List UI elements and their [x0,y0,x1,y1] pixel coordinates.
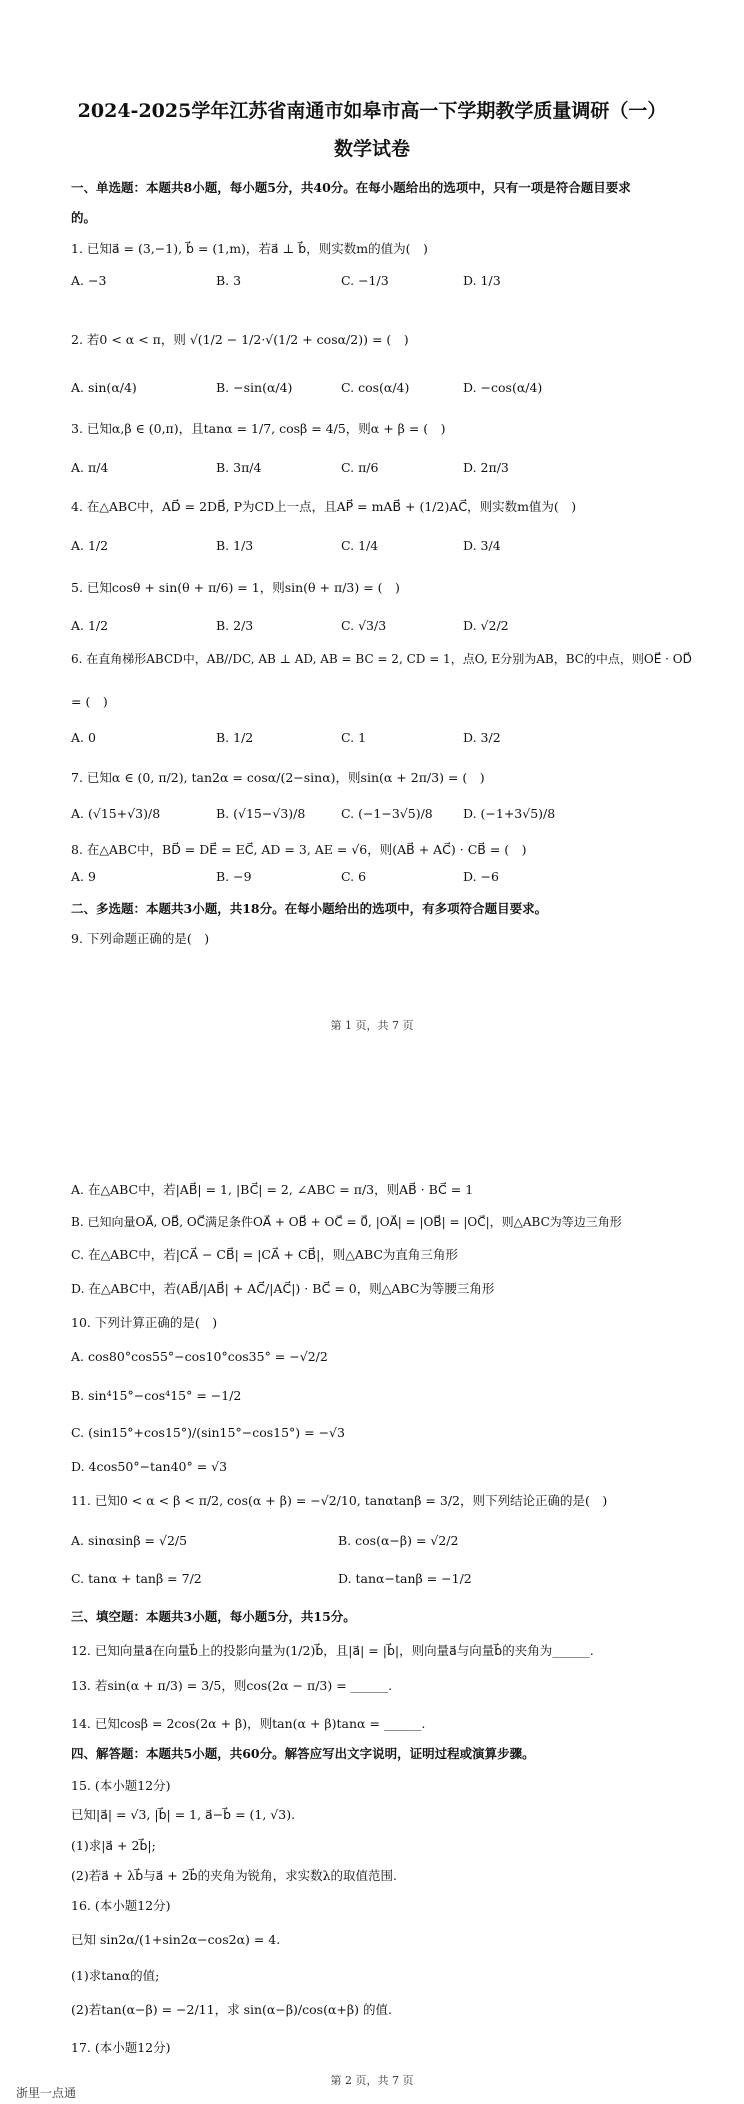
q8-option-d: D. −6 [463,869,499,884]
question-6: 6. 在直角梯形ABCD中，AB//DC, AB ⊥ AD, AB = BC = 2, CD = 1，点O, E分别为AB，BC的中点，则OE⃗ · OD⃗ [71,652,692,666]
question-15-part-1: (1)求|a⃗ + 2b⃗|; [71,1838,156,1853]
q3-option-b: B. 3π/4 [216,460,262,475]
question-4: 4. 在△ABC中，AD⃗ = 2DB⃗, P为CD上一点，且AP⃗ = mAB⃗ + (1/2)AC⃗，则实数m值为( ) [71,499,577,514]
q11-option-c: C. tanα + tanβ = 7/2 [71,1571,202,1586]
question-5: 5. 已知cosθ + sin(θ + π/6) = 1，则sin(θ + π/3) = ( ) [71,580,400,595]
q1-option-a: A. −3 [71,273,107,288]
q8-option-c: C. 6 [341,869,367,884]
q3-option-d: D. 2π/3 [463,460,509,475]
q2-option-c: C. cos(α/4) [341,380,410,395]
question-10: 10. 下列计算正确的是( ) [71,1315,218,1330]
q7-option-c: C. (−1−3√5)/8 [341,806,433,821]
q6-option-d: D. 3/2 [463,730,501,745]
q9-option-c: C. 在△ABC中，若|CA⃗ − CB⃗| = |CA⃗ + CB⃗|，则△ABC为直角三角形 [71,1247,458,1262]
q3-option-c: C. π/6 [341,460,379,475]
question-13: 13. 若sin(α + π/3) = 3/5，则cos(2α − π/3) = ______. [71,1678,393,1693]
q4-option-a: A. 1/2 [71,538,109,553]
section-heading-solutions: 四、解答题：本题共5小题，共60分。解答应写出文字说明，证明过程或演算步骤。 [71,1746,535,1761]
q3-option-a: A. π/4 [71,460,109,475]
question-3: 3. 已知α,β ∈ (0,π)，且tanα = 1/7, cosβ = 4/5，则α + β = ( ) [71,421,446,436]
q7-option-d: D. (−1+3√5)/8 [463,806,556,821]
document-title: 2024-2025学年江苏省南通市如皋市高一下学期教学质量调研（一） [77,100,667,122]
q1-option-c: C. −1/3 [341,273,389,288]
q9-option-a: A. 在△ABC中，若|AB⃗| = 1, |BC⃗| = 2, ∠ABC = π/3，则AB⃗ · BC⃗ = 1 [71,1182,474,1197]
question-7: 7. 已知α ∈ (0, π/2), tan2α = cosα/(2−sinα)，则sin(α + 2π/3) = ( ) [71,770,485,785]
question-15-title: 15. (本小题12分) [71,1778,171,1793]
q11-option-d: D. tanα−tanβ = −1/2 [338,1571,472,1586]
q4-option-b: B. 1/3 [216,538,254,553]
question-9: 9. 下列命题正确的是( ) [71,931,210,946]
watermark-text: 浙里一点通 [16,2086,77,2100]
q11-option-b: B. cos(α−β) = √2/2 [338,1533,459,1548]
question-6-cont: = ( ) [71,694,108,709]
q10-option-a: A. cos80°cos55°−cos10°cos35° = −√2/2 [71,1349,328,1364]
q10-option-d: D. 4cos50°−tan40° = √3 [71,1459,228,1474]
question-12: 12. 已知向量a⃗在向量b⃗上的投影向量为(1/2)b⃗，且|a⃗| = |b⃗|，则向量a⃗与向量b⃗的夹角为______. [71,1643,594,1658]
section-heading-single-choice: 一、单选题：本题共8小题，每小题5分，共40分。在每小题给出的选项中，只有一项是符合题目要求 [71,180,631,195]
question-16-part-2: (2)若tan(α−β) = −2/11，求 sin(α−β)/cos(α+β) 的值. [71,2002,392,2017]
page-footer-2: 第 2 页，共 7 页 [330,2074,414,2087]
question-17-title: 17. (本小题12分) [71,2040,171,2055]
question-16-given: 已知 sin2α/(1+sin2α−cos2α) = 4. [71,1932,281,1947]
question-8: 8. 在△ABC中，BD⃗ = DE⃗ = EC⃗, AD = 3, AE = √6，则(AB⃗ + AC⃗) · CB⃗ = ( ) [71,842,527,857]
q6-option-c: C. 1 [341,730,367,745]
question-2: 2. 若0 < α < π，则 √(1/2 − 1/2·√(1/2 + cosα/2)) = ( ) [71,332,409,347]
q7-option-b: B. (√15−√3)/8 [216,806,306,821]
question-15-part-2: (2)若a⃗ + λb⃗与a⃗ + 2b⃗的夹角为锐角，求实数λ的取值范围. [71,1868,398,1883]
q1-option-b: B. 3 [216,273,242,288]
question-14: 14. 已知cosβ = 2cos(2α + β)，则tan(α + β)tanα = ______. [71,1716,426,1731]
question-16-part-1: (1)求tanα的值; [71,1968,160,1983]
question-1: 1. 已知a⃗ = (3,−1), b⃗ = (1,m)，若a⃗ ⊥ b⃗，则实数m的值为( ) [71,241,428,256]
q6-option-a: A. 0 [71,730,96,745]
q9-option-d: D. 在△ABC中，若(AB⃗/|AB⃗| + AC⃗/|AC⃗|) · BC⃗ = 0，则△ABC为等腰三角形 [71,1281,495,1296]
q1-option-d: D. 1/3 [463,273,501,288]
q10-option-b: B. sin⁴15°−cos⁴15° = −1/2 [71,1388,242,1403]
q7-option-a: A. (√15+√3)/8 [71,806,161,821]
document-subtitle: 数学试卷 [333,138,410,160]
q6-option-b: B. 1/2 [216,730,254,745]
q4-option-d: D. 3/4 [463,538,501,553]
q9-option-b: B. 已知向量OA⃗, OB⃗, OC⃗满足条件OA⃗ + OB⃗ + OC⃗ = 0⃗, |OA⃗| = |OB⃗| = |OC⃗|，则△ABC为等边三角形 [71,1215,622,1229]
section-heading-single-choice-cont: 的。 [71,210,97,225]
question-15-given: 已知|a⃗| = √3, |b⃗| = 1, a⃗−b⃗ = (1, √3). [71,1807,296,1822]
q5-option-c: C. √3/3 [341,618,387,633]
q4-option-c: C. 1/4 [341,538,379,553]
page-footer-1: 第 1 页，共 7 页 [330,1019,414,1032]
q5-option-a: A. 1/2 [71,618,109,633]
section-heading-fill-in: 三、填空题：本题共3小题，每小题5分，共15分。 [71,1609,356,1624]
q11-option-a: A. sinαsinβ = √2/5 [71,1533,188,1548]
q5-option-d: D. √2/2 [463,618,509,633]
q2-option-d: D. −cos(α/4) [463,380,543,395]
q10-option-c: C. (sin15°+cos15°)/(sin15°−cos15°) = −√3 [71,1425,345,1440]
q8-option-a: A. 9 [71,869,96,884]
section-heading-multi-choice: 二、多选题：本题共3小题，共18分。在每小题给出的选项中，有多项符合题目要求。 [71,901,548,916]
q5-option-b: B. 2/3 [216,618,254,633]
q2-option-a: A. sin(α/4) [71,380,137,395]
q8-option-b: B. −9 [216,869,252,884]
q2-option-b: B. −sin(α/4) [216,380,293,395]
question-11: 11. 已知0 < α < β < π/2, cos(α + β) = −√2/10, tanαtanβ = 3/2，则下列结论正确的是( ) [71,1493,608,1508]
question-16-title: 16. (本小题12分) [71,1898,171,1913]
